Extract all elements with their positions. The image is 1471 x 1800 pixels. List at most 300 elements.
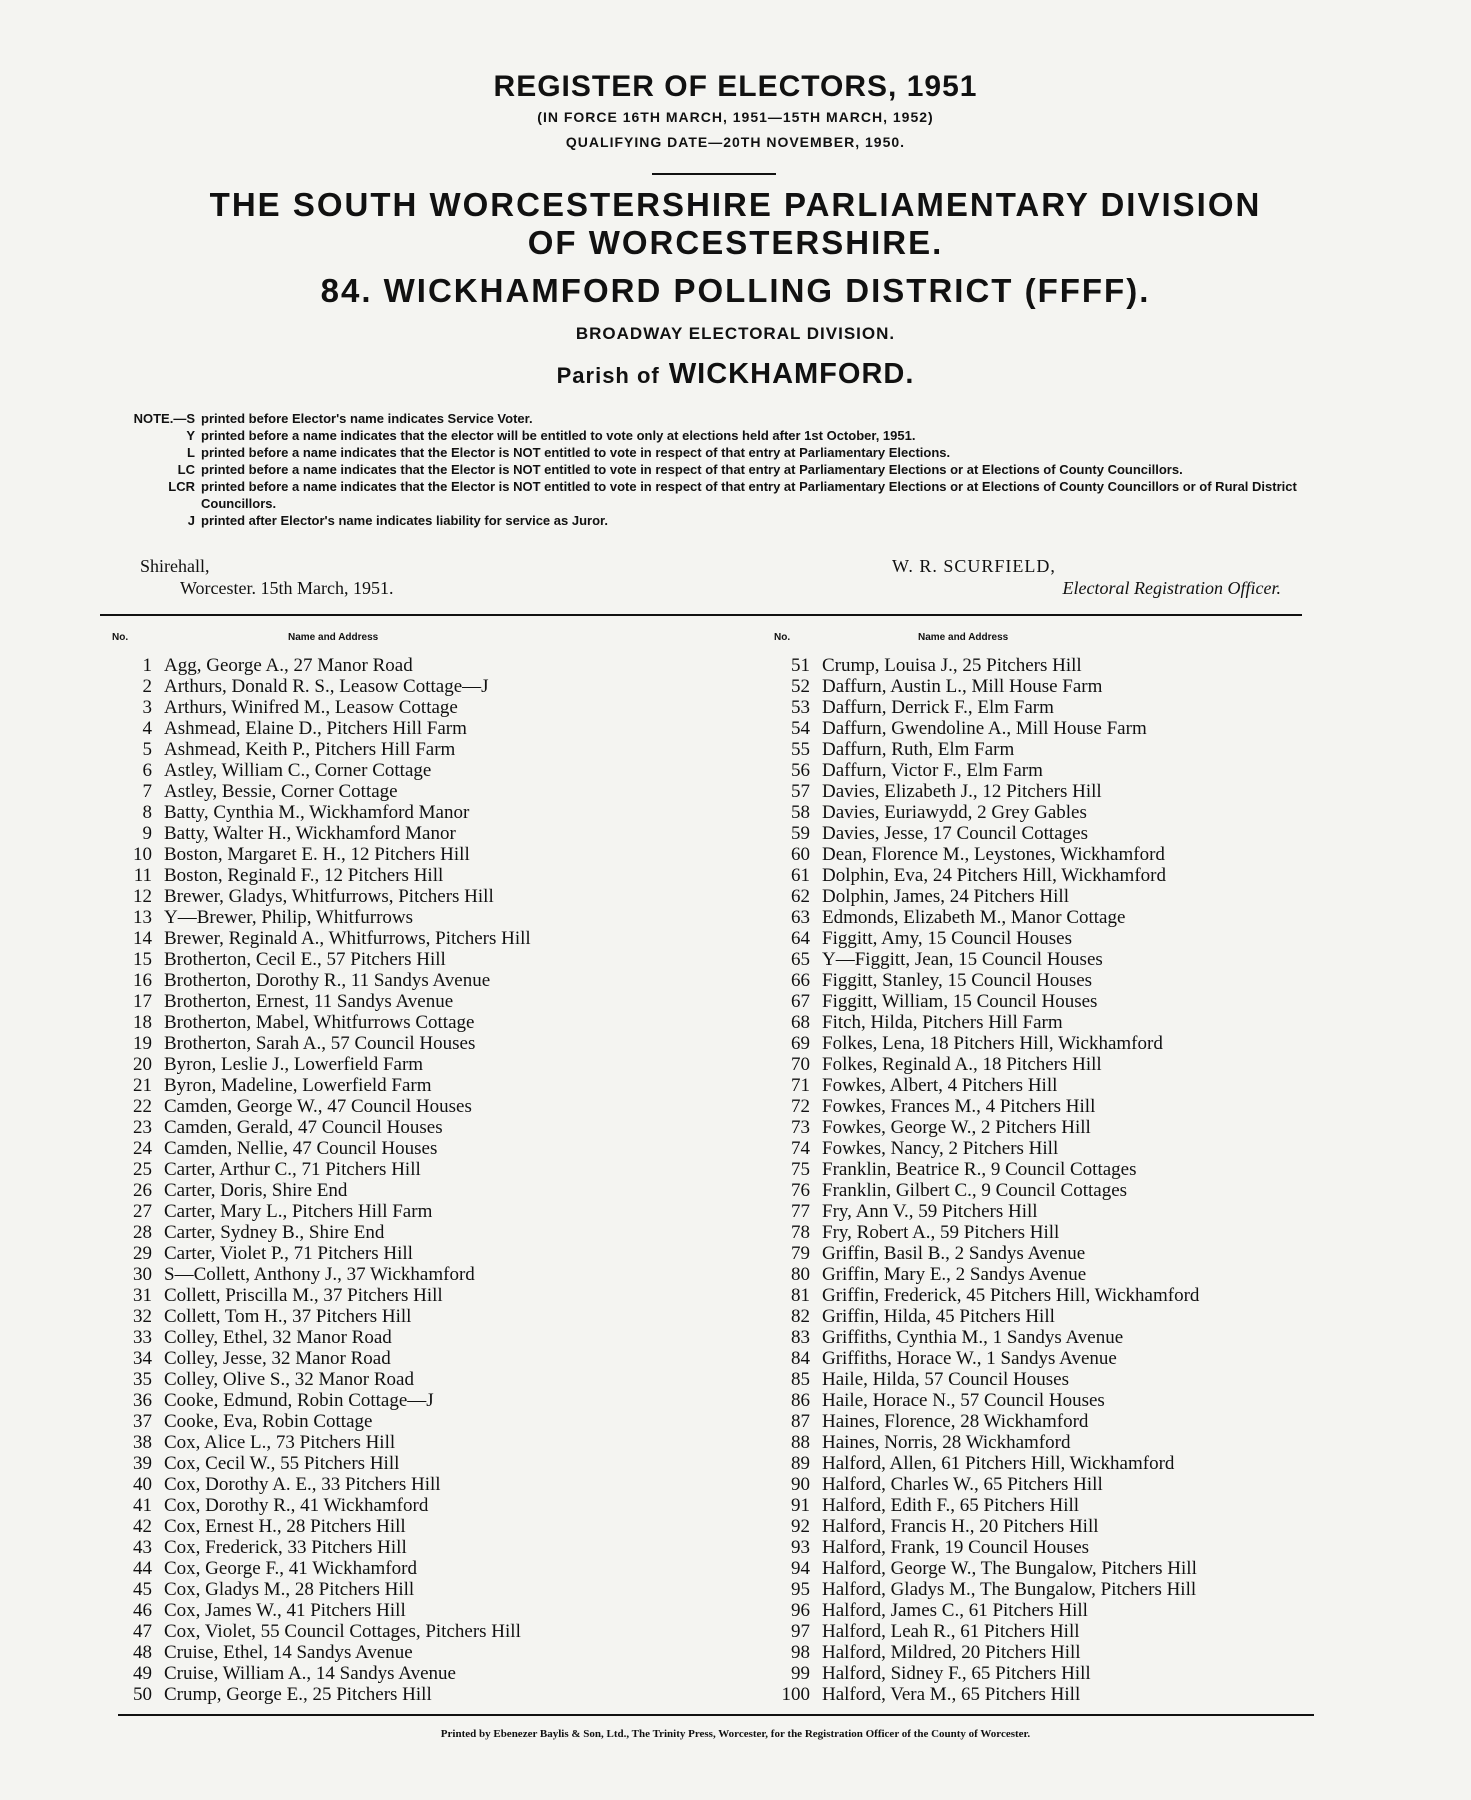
elector-list-left — [108, 655, 628, 1705]
note-text: printed before a name indicates that the elector will be entitled to vote only at elections held after 1st October, 1951. — [201, 428, 916, 443]
elector-number: 6 — [142, 760, 152, 781]
elector-row — [108, 1285, 628, 1306]
elector-number: 84 — [791, 1348, 810, 1369]
elector-entry: Halford, Charles W., 65 Pitchers Hill — [822, 1474, 1103, 1495]
elector-number: 16 — [133, 970, 152, 991]
right-no-header: No. — [774, 632, 791, 643]
elector-entry: Cooke, Eva, Robin Cottage — [164, 1411, 373, 1432]
elector-number: 97 — [791, 1621, 810, 1642]
elector-entry: Y—Brewer, Philip, Whitfurrows — [164, 907, 414, 928]
elector-entry: Halford, James C., 61 Pitchers Hill — [822, 1600, 1088, 1621]
elector-entry: Cruise, William A., 14 Sandys Avenue — [164, 1663, 456, 1684]
elector-number: 98 — [791, 1642, 810, 1663]
elector-row — [108, 1579, 628, 1600]
elector-number: 4 — [142, 718, 152, 739]
elector-entry: Carter, Doris, Shire End — [164, 1180, 348, 1201]
elector-row — [766, 991, 1306, 1012]
elector-row — [766, 1684, 1306, 1705]
elector-entry: Cox, Dorothy A. E., 33 Pitchers Hill — [164, 1474, 441, 1495]
note-code: Y — [186, 428, 195, 443]
elector-entry: Colley, Olive S., 32 Manor Road — [164, 1369, 414, 1390]
elector-entry: Halford, George W., The Bungalow, Pitchers Hill — [822, 1558, 1197, 1579]
elector-number: 61 — [791, 865, 810, 886]
note-text: printed before a name indicates that the Elector is NOT entitled to vote in respect of that entry at Parliamentary Elections or at Elections of County Councillors. — [201, 462, 1183, 477]
place-line1: Shirehall, — [140, 556, 210, 576]
elector-row — [766, 1201, 1306, 1222]
elector-row — [766, 1537, 1306, 1558]
elector-entry: Brewer, Gladys, Whitfurrows, Pitchers Hill — [164, 886, 494, 907]
note-code: L — [187, 445, 195, 460]
elector-number: 12 — [133, 886, 152, 907]
elector-row — [766, 823, 1306, 844]
elector-number: 31 — [133, 1285, 152, 1306]
elector-number: 39 — [133, 1453, 152, 1474]
elector-number: 38 — [133, 1432, 152, 1453]
elector-entry: Brotherton, Sarah A., 57 Council Houses — [164, 1033, 476, 1054]
elector-row — [766, 718, 1306, 739]
elector-row — [766, 1453, 1306, 1474]
elector-entry: Haines, Florence, 28 Wickhamford — [822, 1411, 1089, 1432]
elector-number: 100 — [781, 1684, 810, 1705]
elector-entry: Haile, Horace N., 57 Council Houses — [822, 1390, 1105, 1411]
elector-number: 40 — [133, 1474, 152, 1495]
elector-number: 73 — [791, 1117, 810, 1138]
parish-heading — [0, 358, 1471, 391]
elector-number: 49 — [133, 1663, 152, 1684]
elector-entry: Camden, Nellie, 47 Council Houses — [164, 1138, 438, 1159]
elector-row — [108, 1390, 628, 1411]
elector-row — [108, 739, 628, 760]
elector-entry: Cooke, Edmund, Robin Cottage—J — [164, 1390, 434, 1411]
elector-number: 87 — [791, 1411, 810, 1432]
elector-row — [108, 928, 628, 949]
parish-name: WICKHAMFORD. — [668, 358, 915, 390]
elector-row — [108, 697, 628, 718]
elector-number: 83 — [791, 1327, 810, 1348]
elector-entry: Franklin, Beatrice R., 9 Council Cottages — [822, 1159, 1137, 1180]
elector-row — [108, 1327, 628, 1348]
elector-number: 56 — [791, 760, 810, 781]
elector-number: 2 — [142, 676, 152, 697]
elector-number: 45 — [133, 1579, 152, 1600]
elector-number: 33 — [133, 1327, 152, 1348]
elector-row — [766, 1033, 1306, 1054]
note-row — [100, 444, 1310, 461]
elector-row — [766, 886, 1306, 907]
elector-entry: Figgitt, Amy, 15 Council Houses — [822, 928, 1073, 949]
elector-row — [108, 655, 628, 676]
elector-entry: Fowkes, Albert, 4 Pitchers Hill — [822, 1075, 1058, 1096]
elector-entry: Crump, George E., 25 Pitchers Hill — [164, 1684, 432, 1705]
elector-entry: Cox, Ernest H., 28 Pitchers Hill — [164, 1516, 406, 1537]
elector-number: 92 — [791, 1516, 810, 1537]
elector-row — [108, 1033, 628, 1054]
elector-entry: Byron, Madeline, Lowerfield Farm — [164, 1075, 432, 1096]
elector-row — [766, 1369, 1306, 1390]
polling-district-title: 84. WICKHAMFORD POLLING DISTRICT (FFFF). — [320, 272, 1151, 309]
elector-entry: Folkes, Lena, 18 Pitchers Hill, Wickhamford — [822, 1033, 1163, 1054]
elector-entry: Figgitt, William, 15 Council Houses — [822, 991, 1098, 1012]
parish-prefix: Parish of — [556, 363, 660, 388]
elector-number: 47 — [133, 1621, 152, 1642]
elector-entry: Haile, Hilda, 57 Council Houses — [822, 1369, 1069, 1390]
elector-entry: Cruise, Ethel, 14 Sandys Avenue — [164, 1642, 413, 1663]
elector-number: 28 — [133, 1222, 152, 1243]
elector-entry: Halford, Sidney F., 65 Pitchers Hill — [822, 1663, 1091, 1684]
elector-row — [108, 1663, 628, 1684]
elector-number: 80 — [791, 1264, 810, 1285]
elector-number: 99 — [791, 1663, 810, 1684]
elector-row — [766, 1516, 1306, 1537]
elector-row — [108, 991, 628, 1012]
elector-row — [108, 1138, 628, 1159]
register-title: REGISTER OF ELECTORS, 1951 — [493, 70, 978, 103]
elector-row — [766, 781, 1306, 802]
elector-entry: Daffurn, Austin L., Mill House Farm — [822, 676, 1103, 697]
elector-entry: Halford, Vera M., 65 Pitchers Hill — [822, 1684, 1081, 1705]
elector-entry: Davies, Elizabeth J., 12 Pitchers Hill — [822, 781, 1102, 802]
elector-entry: Y—Figgitt, Jean, 15 Council Houses — [822, 949, 1103, 970]
elector-row — [108, 1012, 628, 1033]
elector-row — [766, 1327, 1306, 1348]
elector-entry: Brotherton, Dorothy R., 11 Sandys Avenue — [164, 970, 491, 991]
elector-entry: Fry, Ann V., 59 Pitchers Hill — [822, 1201, 1038, 1222]
elector-row — [108, 1411, 628, 1432]
elector-entry: Batty, Walter H., Wickhamford Manor — [164, 823, 456, 844]
elector-number: 37 — [133, 1411, 152, 1432]
note-text: printed before a name indicates that the Elector is NOT entitled to vote in respect of that entry at Parliamentary Elections or at Elections of County Councillors or of Rural District Councillors. — [201, 479, 1297, 511]
elector-row — [766, 760, 1306, 781]
elector-number: 75 — [791, 1159, 810, 1180]
elector-entry: Halford, Frank, 19 Council Houses — [822, 1537, 1090, 1558]
elector-row — [766, 1012, 1306, 1033]
elector-row — [766, 907, 1306, 928]
elector-number: 44 — [133, 1558, 152, 1579]
elector-entry: Cox, Cecil W., 55 Pitchers Hill — [164, 1453, 400, 1474]
elector-number: 63 — [791, 907, 810, 928]
elector-row — [766, 1243, 1306, 1264]
elector-row — [766, 1159, 1306, 1180]
title-divider — [652, 173, 776, 175]
elector-row — [108, 844, 628, 865]
qualifying-date: QUALIFYING DATE—20TH NOVEMBER, 1950. — [565, 134, 906, 150]
elector-entry: Griffiths, Horace W., 1 Sandys Avenue — [822, 1348, 1117, 1369]
elector-entry: Cox, James W., 41 Pitchers Hill — [164, 1600, 406, 1621]
elector-row — [766, 928, 1306, 949]
elector-row — [766, 697, 1306, 718]
elector-entry: Halford, Gladys M., The Bungalow, Pitchers Hill — [822, 1579, 1197, 1600]
elector-row — [766, 1495, 1306, 1516]
elector-row — [766, 1621, 1306, 1642]
elector-row — [766, 1096, 1306, 1117]
elector-row — [766, 1306, 1306, 1327]
elector-row — [108, 1558, 628, 1579]
elector-number: 86 — [791, 1390, 810, 1411]
elector-number: 35 — [133, 1369, 152, 1390]
note-row — [100, 512, 1310, 529]
elector-number: 9 — [142, 823, 152, 844]
elector-row — [108, 1243, 628, 1264]
elector-entry: Fowkes, Nancy, 2 Pitchers Hill — [822, 1138, 1059, 1159]
elector-number: 15 — [133, 949, 152, 970]
elector-number: 20 — [133, 1054, 152, 1075]
elector-number: 22 — [133, 1096, 152, 1117]
elector-entry: Carter, Mary L., Pitchers Hill Farm — [164, 1201, 433, 1222]
elector-number: 76 — [791, 1180, 810, 1201]
elector-row — [766, 1264, 1306, 1285]
elector-row — [108, 802, 628, 823]
elector-row — [108, 1642, 628, 1663]
officer-name: W. R. SCURFIELD, — [892, 556, 1056, 576]
elector-entry: Fowkes, George W., 2 Pitchers Hill — [822, 1117, 1091, 1138]
elector-row — [766, 1348, 1306, 1369]
elector-number: 69 — [791, 1033, 810, 1054]
elector-number: 60 — [791, 844, 810, 865]
elector-number: 57 — [791, 781, 810, 802]
elector-entry: Arthurs, Donald R. S., Leasow Cottage—J — [164, 676, 489, 697]
elector-number: 26 — [133, 1180, 152, 1201]
elector-number: 17 — [133, 991, 152, 1012]
elector-row — [108, 865, 628, 886]
elector-number: 51 — [791, 655, 810, 676]
elector-entry: Daffurn, Ruth, Elm Farm — [822, 739, 1015, 760]
elector-row — [766, 949, 1306, 970]
elector-entry: Griffin, Frederick, 45 Pitchers Hill, Wickhamford — [822, 1285, 1200, 1306]
elector-entry: Agg, George A., 27 Manor Road — [164, 655, 413, 676]
elector-entry: Carter, Violet P., 71 Pitchers Hill — [164, 1243, 413, 1264]
elector-number: 27 — [133, 1201, 152, 1222]
note-code: NOTE.—S — [133, 411, 195, 426]
elector-number: 55 — [791, 739, 810, 760]
elector-number: 91 — [791, 1495, 810, 1516]
notes-block — [100, 410, 1310, 529]
elector-number: 11 — [133, 865, 152, 886]
elector-entry: Ashmead, Keith P., Pitchers Hill Farm — [164, 739, 456, 760]
elector-row — [108, 1369, 628, 1390]
elector-number: 77 — [791, 1201, 810, 1222]
elector-number: 59 — [791, 823, 810, 844]
elector-entry: Brewer, Reginald A., Whitfurrows, Pitchers Hill — [164, 928, 531, 949]
elector-number: 52 — [791, 676, 810, 697]
elector-entry: Griffiths, Cynthia M., 1 Sandys Avenue — [822, 1327, 1124, 1348]
elector-entry: Halford, Allen, 61 Pitchers Hill, Wickhamford — [822, 1453, 1175, 1474]
elector-entry: Daffurn, Gwendoline A., Mill House Farm — [822, 718, 1147, 739]
elector-entry: Arthurs, Winifred M., Leasow Cottage — [164, 697, 458, 718]
elector-row — [766, 1054, 1306, 1075]
elector-entry: Cox, Frederick, 33 Pitchers Hill — [164, 1537, 407, 1558]
elector-row — [108, 781, 628, 802]
elector-number: 54 — [791, 718, 810, 739]
elector-entry: Halford, Edith F., 65 Pitchers Hill — [822, 1495, 1080, 1516]
elector-row — [108, 676, 628, 697]
elector-number: 36 — [133, 1390, 152, 1411]
elector-row — [766, 676, 1306, 697]
note-text: printed after Elector's name indicates liability for service as Juror. — [201, 513, 608, 528]
elector-row — [766, 1579, 1306, 1600]
elector-entry: Folkes, Reginald A., 18 Pitchers Hill — [822, 1054, 1102, 1075]
elector-entry: Colley, Jesse, 32 Manor Road — [164, 1348, 391, 1369]
note-code: LCR — [168, 479, 195, 494]
elector-number: 72 — [791, 1096, 810, 1117]
elector-number: 95 — [791, 1579, 810, 1600]
elector-row — [766, 970, 1306, 991]
elector-number: 7 — [142, 781, 152, 802]
elector-row — [108, 949, 628, 970]
elector-number: 64 — [791, 928, 810, 949]
elector-row — [766, 739, 1306, 760]
elector-entry: Camden, Gerald, 47 Council Houses — [164, 1117, 443, 1138]
elector-entry: Griffin, Mary E., 2 Sandys Avenue — [822, 1264, 1087, 1285]
elector-number: 62 — [791, 886, 810, 907]
elector-row — [766, 1390, 1306, 1411]
elector-number: 43 — [133, 1537, 152, 1558]
elector-row — [108, 1600, 628, 1621]
elector-number: 89 — [791, 1453, 810, 1474]
elector-number: 1 — [142, 655, 152, 676]
elector-number: 13 — [133, 907, 152, 928]
elector-entry: S—Collett, Anthony J., 37 Wickhamford — [164, 1264, 475, 1285]
elector-number: 29 — [133, 1243, 152, 1264]
note-text: printed before a name indicates that the Elector is NOT entitled to vote in respect of that entry at Parliamentary Elections. — [201, 445, 951, 460]
elector-number: 68 — [791, 1012, 810, 1033]
elector-number: 70 — [791, 1054, 810, 1075]
elector-entry: Cox, Dorothy R., 41 Wickhamford — [164, 1495, 429, 1516]
elector-number: 81 — [791, 1285, 810, 1306]
elector-row — [108, 1348, 628, 1369]
elector-row — [108, 1180, 628, 1201]
elector-entry: Davies, Jesse, 17 Council Cottages — [822, 823, 1088, 844]
elector-number: 41 — [133, 1495, 152, 1516]
elector-row — [766, 1411, 1306, 1432]
elector-row — [108, 1621, 628, 1642]
elector-entry: Carter, Arthur C., 71 Pitchers Hill — [164, 1159, 421, 1180]
elector-entry: Cox, Alice L., 73 Pitchers Hill — [164, 1432, 396, 1453]
elector-number: 8 — [142, 802, 152, 823]
elector-number: 65 — [791, 949, 810, 970]
note-row — [100, 461, 1310, 478]
elector-row — [766, 1558, 1306, 1579]
elector-entry: Colley, Ethel, 32 Manor Road — [164, 1327, 392, 1348]
elector-row — [108, 1432, 628, 1453]
elector-row — [108, 1222, 628, 1243]
elector-entry: Ashmead, Elaine D., Pitchers Hill Farm — [164, 718, 467, 739]
elector-row — [766, 1075, 1306, 1096]
elector-row — [108, 1684, 628, 1705]
elector-row — [108, 1159, 628, 1180]
elector-number: 58 — [791, 802, 810, 823]
left-name-header: Name and Address — [288, 632, 379, 643]
elector-number: 66 — [791, 970, 810, 991]
elector-entry: Dolphin, James, 24 Pitchers Hill — [822, 886, 1069, 907]
elector-row — [108, 1075, 628, 1096]
elector-entry: Crump, Louisa J., 25 Pitchers Hill — [822, 655, 1082, 676]
elector-entry: Edmonds, Elizabeth M., Manor Cottage — [822, 907, 1126, 928]
elector-number: 67 — [791, 991, 810, 1012]
note-code: LC — [177, 462, 195, 477]
elector-row — [108, 823, 628, 844]
elector-entry: Brotherton, Ernest, 11 Sandys Avenue — [164, 991, 454, 1012]
elector-list-right — [766, 655, 1306, 1705]
note-row — [100, 410, 1310, 427]
elector-entry: Halford, Francis H., 20 Pitchers Hill — [822, 1516, 1099, 1537]
elector-number: 53 — [791, 697, 810, 718]
elector-row — [108, 907, 628, 928]
elector-entry: Figgitt, Stanley, 15 Council Houses — [822, 970, 1093, 991]
elector-entry: Brotherton, Mabel, Whitfurrows Cottage — [164, 1012, 475, 1033]
elector-row — [766, 1663, 1306, 1684]
elector-number: 18 — [133, 1012, 152, 1033]
elector-number: 30 — [133, 1264, 152, 1285]
elector-row — [766, 844, 1306, 865]
elector-entry: Cox, George F., 41 Wickhamford — [164, 1558, 417, 1579]
elector-row — [766, 655, 1306, 676]
elector-entry: Boston, Reginald F., 12 Pitchers Hill — [164, 865, 444, 886]
elector-number: 94 — [791, 1558, 810, 1579]
electoral-division: BROADWAY ELECTORAL DIVISION. — [575, 324, 896, 343]
elector-entry: Dolphin, Eva, 24 Pitchers Hill, Wickhamford — [822, 865, 1166, 886]
elector-number: 50 — [133, 1684, 152, 1705]
elector-row — [766, 1117, 1306, 1138]
elector-number: 46 — [133, 1600, 152, 1621]
elector-entry: Collett, Priscilla M., 37 Pitchers Hill — [164, 1285, 443, 1306]
elector-number: 23 — [133, 1117, 152, 1138]
division-title-line2: OF WORCESTERSHIRE. — [527, 224, 944, 261]
elector-number: 32 — [133, 1306, 152, 1327]
elector-row — [108, 1474, 628, 1495]
elector-row — [108, 1054, 628, 1075]
elector-number: 71 — [791, 1075, 810, 1096]
right-name-header: Name and Address — [918, 632, 1009, 643]
left-no-header: No. — [112, 632, 129, 643]
elector-entry: Halford, Leah R., 61 Pitchers Hill — [822, 1621, 1080, 1642]
elector-entry: Griffin, Hilda, 45 Pitchers Hill — [822, 1306, 1055, 1327]
elector-row — [766, 1180, 1306, 1201]
elector-entry: Griffin, Basil B., 2 Sandys Avenue — [822, 1243, 1086, 1264]
elector-number: 19 — [133, 1033, 152, 1054]
division-title-line1: THE SOUTH WORCESTERSHIRE PARLIAMENTARY DIVISION — [209, 186, 1262, 223]
elector-entry: Astley, William C., Corner Cottage — [164, 760, 432, 781]
elector-number: 42 — [133, 1516, 152, 1537]
elector-entry: Astley, Bessie, Corner Cottage — [164, 781, 398, 802]
elector-entry: Cox, Gladys M., 28 Pitchers Hill — [164, 1579, 415, 1600]
elector-row — [766, 1474, 1306, 1495]
elector-row — [108, 1516, 628, 1537]
elector-number: 93 — [791, 1537, 810, 1558]
elector-row — [108, 1495, 628, 1516]
elector-entry: Fowkes, Frances M., 4 Pitchers Hill — [822, 1096, 1096, 1117]
elector-number: 34 — [133, 1348, 152, 1369]
elector-row — [766, 1600, 1306, 1621]
elector-row — [108, 970, 628, 991]
printer-footer: Printed by Ebenezer Baylis & Son, Ltd., The Trinity Press, Worcester, for the Registration Officer of the County of Worcester. — [440, 1728, 1031, 1740]
elector-entry: Cox, Violet, 55 Council Cottages, Pitchers Hill — [164, 1621, 521, 1642]
elector-number: 96 — [791, 1600, 810, 1621]
header-divider — [100, 614, 1302, 616]
note-row — [100, 427, 1310, 444]
elector-row — [766, 1432, 1306, 1453]
elector-row — [108, 1306, 628, 1327]
elector-number: 85 — [791, 1369, 810, 1390]
elector-number: 14 — [133, 928, 152, 949]
elector-row — [108, 1537, 628, 1558]
elector-row — [108, 1201, 628, 1222]
elector-row — [766, 1222, 1306, 1243]
elector-entry: Fry, Robert A., 59 Pitchers Hill — [822, 1222, 1060, 1243]
elector-number: 79 — [791, 1243, 810, 1264]
elector-number: 24 — [133, 1138, 152, 1159]
elector-entry: Dean, Florence M., Leystones, Wickhamford — [822, 844, 1165, 865]
elector-row — [108, 886, 628, 907]
